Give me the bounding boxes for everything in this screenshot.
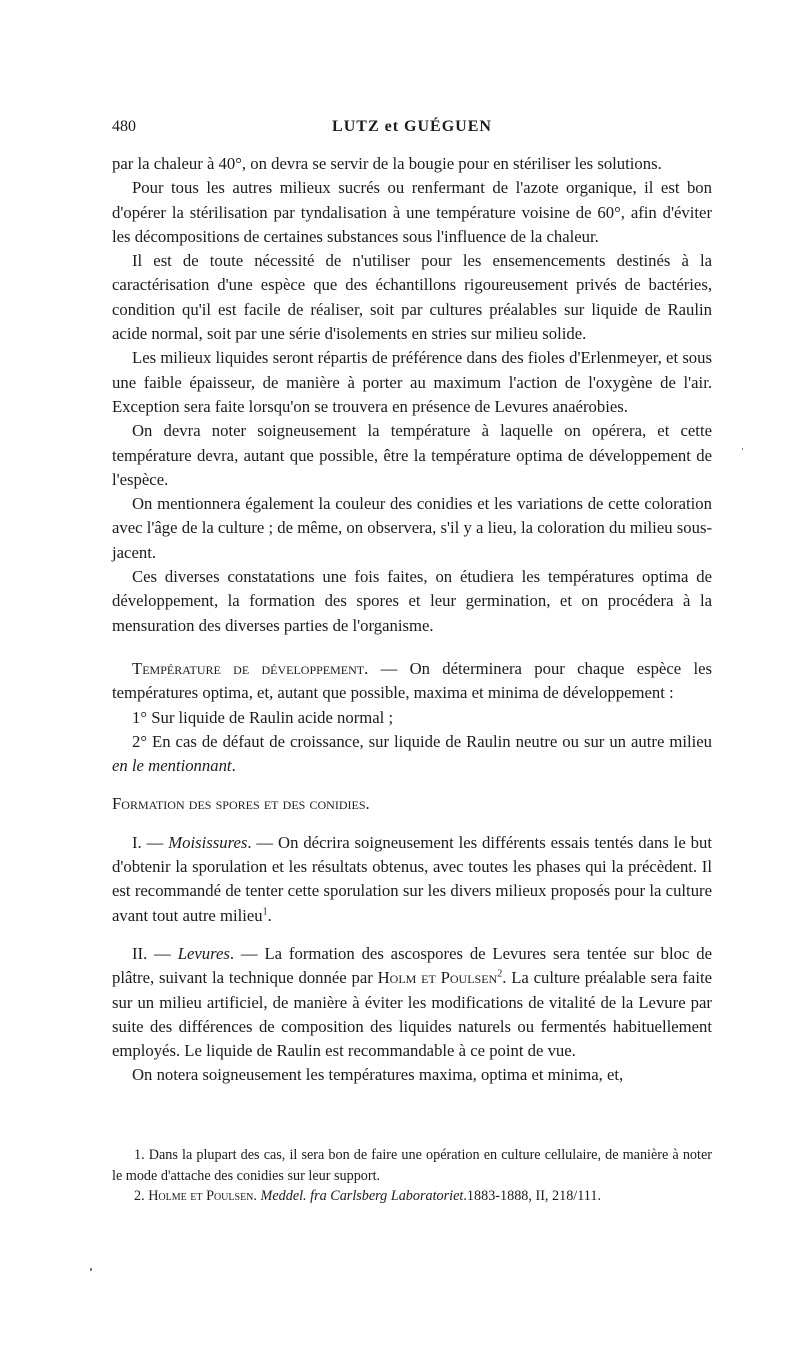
list-item-text: 2° En cas de défaut de croissance, sur liquide de Raulin neutre ou sur un autre milieu [132,731,712,751]
paragraph-sterilisation-bougie: par la chaleur à 40°, on devra se servir de la bougie pour en stériliser les solutions. [112,154,662,173]
moisissures-text: . — On décrira soigneusement les différents essais tentés dans le but d'obtenir la sporulation et les résultats obtenus, avec toutes les phases qui la précèdent. Il est recommandé de tenter cette sporulation sur les divers milieux proposés pour la culture avant tout autre milieu [112,832,713,925]
running-title: LUTZ et GUÉGUEN [332,118,492,135]
temperature-text: — On déterminera pour chaque espèce les températures optima, et, autant que possible, maxima et minima de développement : [112,658,712,703]
list-item-raulin-acide: 1° Sur liquide de Raulin acide normal ; [132,707,394,727]
scan-speck [90,1268,92,1271]
section-gap [112,778,712,792]
footnotes [112,1145,712,1207]
footnote-2-number: 2. [134,1188,149,1204]
footnote-ref-1: 1 [262,906,268,918]
paragraph-constatations: Ces diverses constatations une fois faites, on étudiera les températures optima de développement, la formation des spores et leur germination, et on procédera à la mensuration des diverses parties de l'organisme. [112,567,712,635]
paragraph-couleur-conidies: On mentionnera également la couleur des conidies et les variations de cette coloration avec l'âge de la culture ; de même, on observera, s'il y a lieu, la coloration du milieu sous-jacent. [112,494,712,562]
levures-title: Levures [177,943,230,963]
paragraph-temperatures-maxima: On notera soigneusement les températures maxima, optima et minima, et, [132,1065,624,1085]
section-gap [112,817,712,831]
paragraph-levures [112,942,712,1063]
footnote-2-journal: Meddel. fra Carlsberg Laboratoriet [260,1188,464,1204]
moisissures-title: Moisissures [168,832,248,852]
formation-heading-text: Formation des spores et des conidies. [112,794,370,814]
footnote-2-end: .1883-1888, II, 218/111. [463,1188,602,1204]
paragraph-tyndalisation: Pour tous les autres milieux sucrés ou renfermant de l'azote organique, il est bon d'opérer la stérilisation par tyndalisation à une température voisine de 60°, afin d'éviter les décompositions de certaines substances sous l'influence de la chaleur. [112,178,712,246]
levures-authors: Holm et Poulsen [377,968,498,988]
list-item-end: . [231,756,236,776]
footnote-1: 1. Dans la plupart des cas, il sera bon de faire une opération en culture cellulaire, de manière à noter le mode d'attache des conidies sur leur support. [112,1147,712,1184]
moisissures-lead: I. — [132,832,169,852]
footnote-2 [112,1186,712,1207]
page-header [112,118,712,144]
paragraph-temperature-developpement [112,657,712,706]
section-gap [112,638,712,657]
footnote-2-separator: . [253,1188,261,1204]
footnote-ref-2: 2 [497,968,503,980]
list-item-italic: en le mentionnant [112,756,232,776]
section-gap [112,928,712,942]
page-number: 480 [112,118,136,135]
paragraph-milieux-liquides: Les milieux liquides seront répartis de préférence dans des fioles d'Erlenmeyer, et sous une faible épaisseur, de manière à porter au maximum l'action de l'oxygène de l'air. Exception sera faite lorsqu'on se trouvera en présence de Levures anaérobies. [112,348,712,416]
section-heading-formation [112,792,712,816]
paragraph-temperature-note: On devra noter soigneusement la température à laquelle on opérera, et cette température devra, autant que possible, être la température optima de développement de l'espèce. [112,421,712,489]
moisissures-end: . [267,905,272,925]
levures-text-2: . La culture préalable sera faite sur un milieu artificiel, de manière à éviter les modifications de vitalité de la Levure par suite des différences de composition des liquides naturels ou fermentés habituellement employés. Le liquide de Raulin est recommandable à ce point de vue. [112,968,712,1061]
paragraph-ensemencements: Il est de toute nécessité de n'utiliser pour les ensemencements destinés à la caractérisation d'une espèce que des échantillons rigoureusement privés de bactéries, condition qu'il est facile de réaliser, soit par cultures préalables sur liquide de Raulin acide normal, soit par une série d'isolements en stries sur milieu solide. [112,251,712,344]
list-item-raulin-neutre [112,730,712,779]
levures-text-1: . — La formation des ascospores de Levures sera tentée sur bloc de plâtre, suivant la technique donnée par [112,943,712,988]
body-text [112,152,712,1088]
scan-speck [742,448,743,450]
footnote-2-authors: Holme et Poulsen [148,1188,254,1204]
levures-lead: II. — [132,943,178,963]
paragraph-moisissures [112,831,712,928]
section-heading-temperature: Température de développement. [132,658,369,678]
